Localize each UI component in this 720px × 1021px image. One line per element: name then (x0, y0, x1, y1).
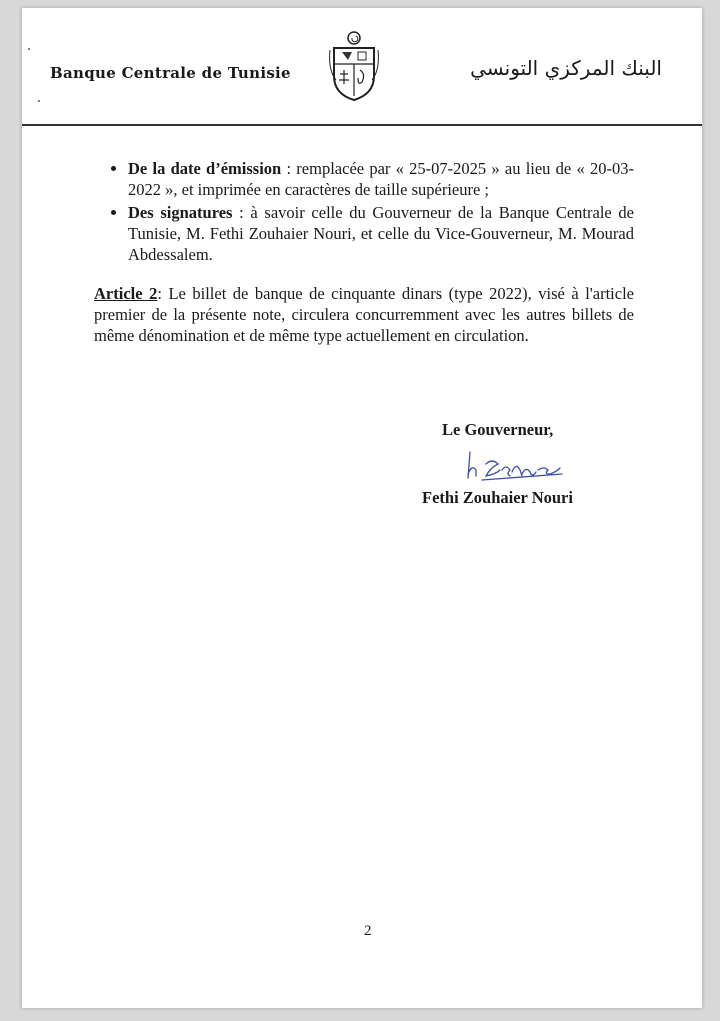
article-2-text: : Le billet de banque de cinquante dinars (type 2022), visé à l'article premier de la présente note, circulera concurremment avec les autres billets de même dénomination et de même type actuellement en circulation. (94, 284, 634, 345)
bullet-text: : à savoir celle du Gouverneur de la Banque Centrale de Tunisie, M. Fethi Zouhaier Nouri, et celle du Vice-Gouverneur, M. Mourad Abdessalem. (128, 203, 634, 264)
page-number: 2 (364, 923, 372, 939)
bullet-label: Des signatures (128, 203, 233, 222)
bullet-list (94, 158, 634, 265)
letterhead (22, 8, 702, 126)
article-2-paragraph (94, 283, 634, 346)
article-2-label: Article 2 (94, 284, 158, 303)
scan-speck (28, 48, 30, 50)
scan-speck (38, 100, 40, 102)
handwritten-signature (452, 444, 572, 488)
list-item (128, 158, 634, 200)
bullet-label: De la date d’émission (128, 159, 282, 178)
bank-name-arabic: البنك المركزي التونسي (470, 56, 662, 80)
tunisia-coat-of-arms-icon (328, 30, 380, 102)
signatory-title: Le Gouverneur, (442, 420, 554, 439)
bank-name-french: Banque Centrale de Tunisie (50, 64, 291, 82)
bullet-text: : remplacée par « 25-07-2025 » au lieu de « 20-03-2022 », et imprimée en caractères de taille supérieure ; (128, 159, 634, 199)
signatory-name: Fethi Zouhaier Nouri (422, 488, 573, 507)
list-item (128, 202, 634, 265)
document-page (22, 8, 702, 1008)
letter-body (94, 158, 634, 346)
